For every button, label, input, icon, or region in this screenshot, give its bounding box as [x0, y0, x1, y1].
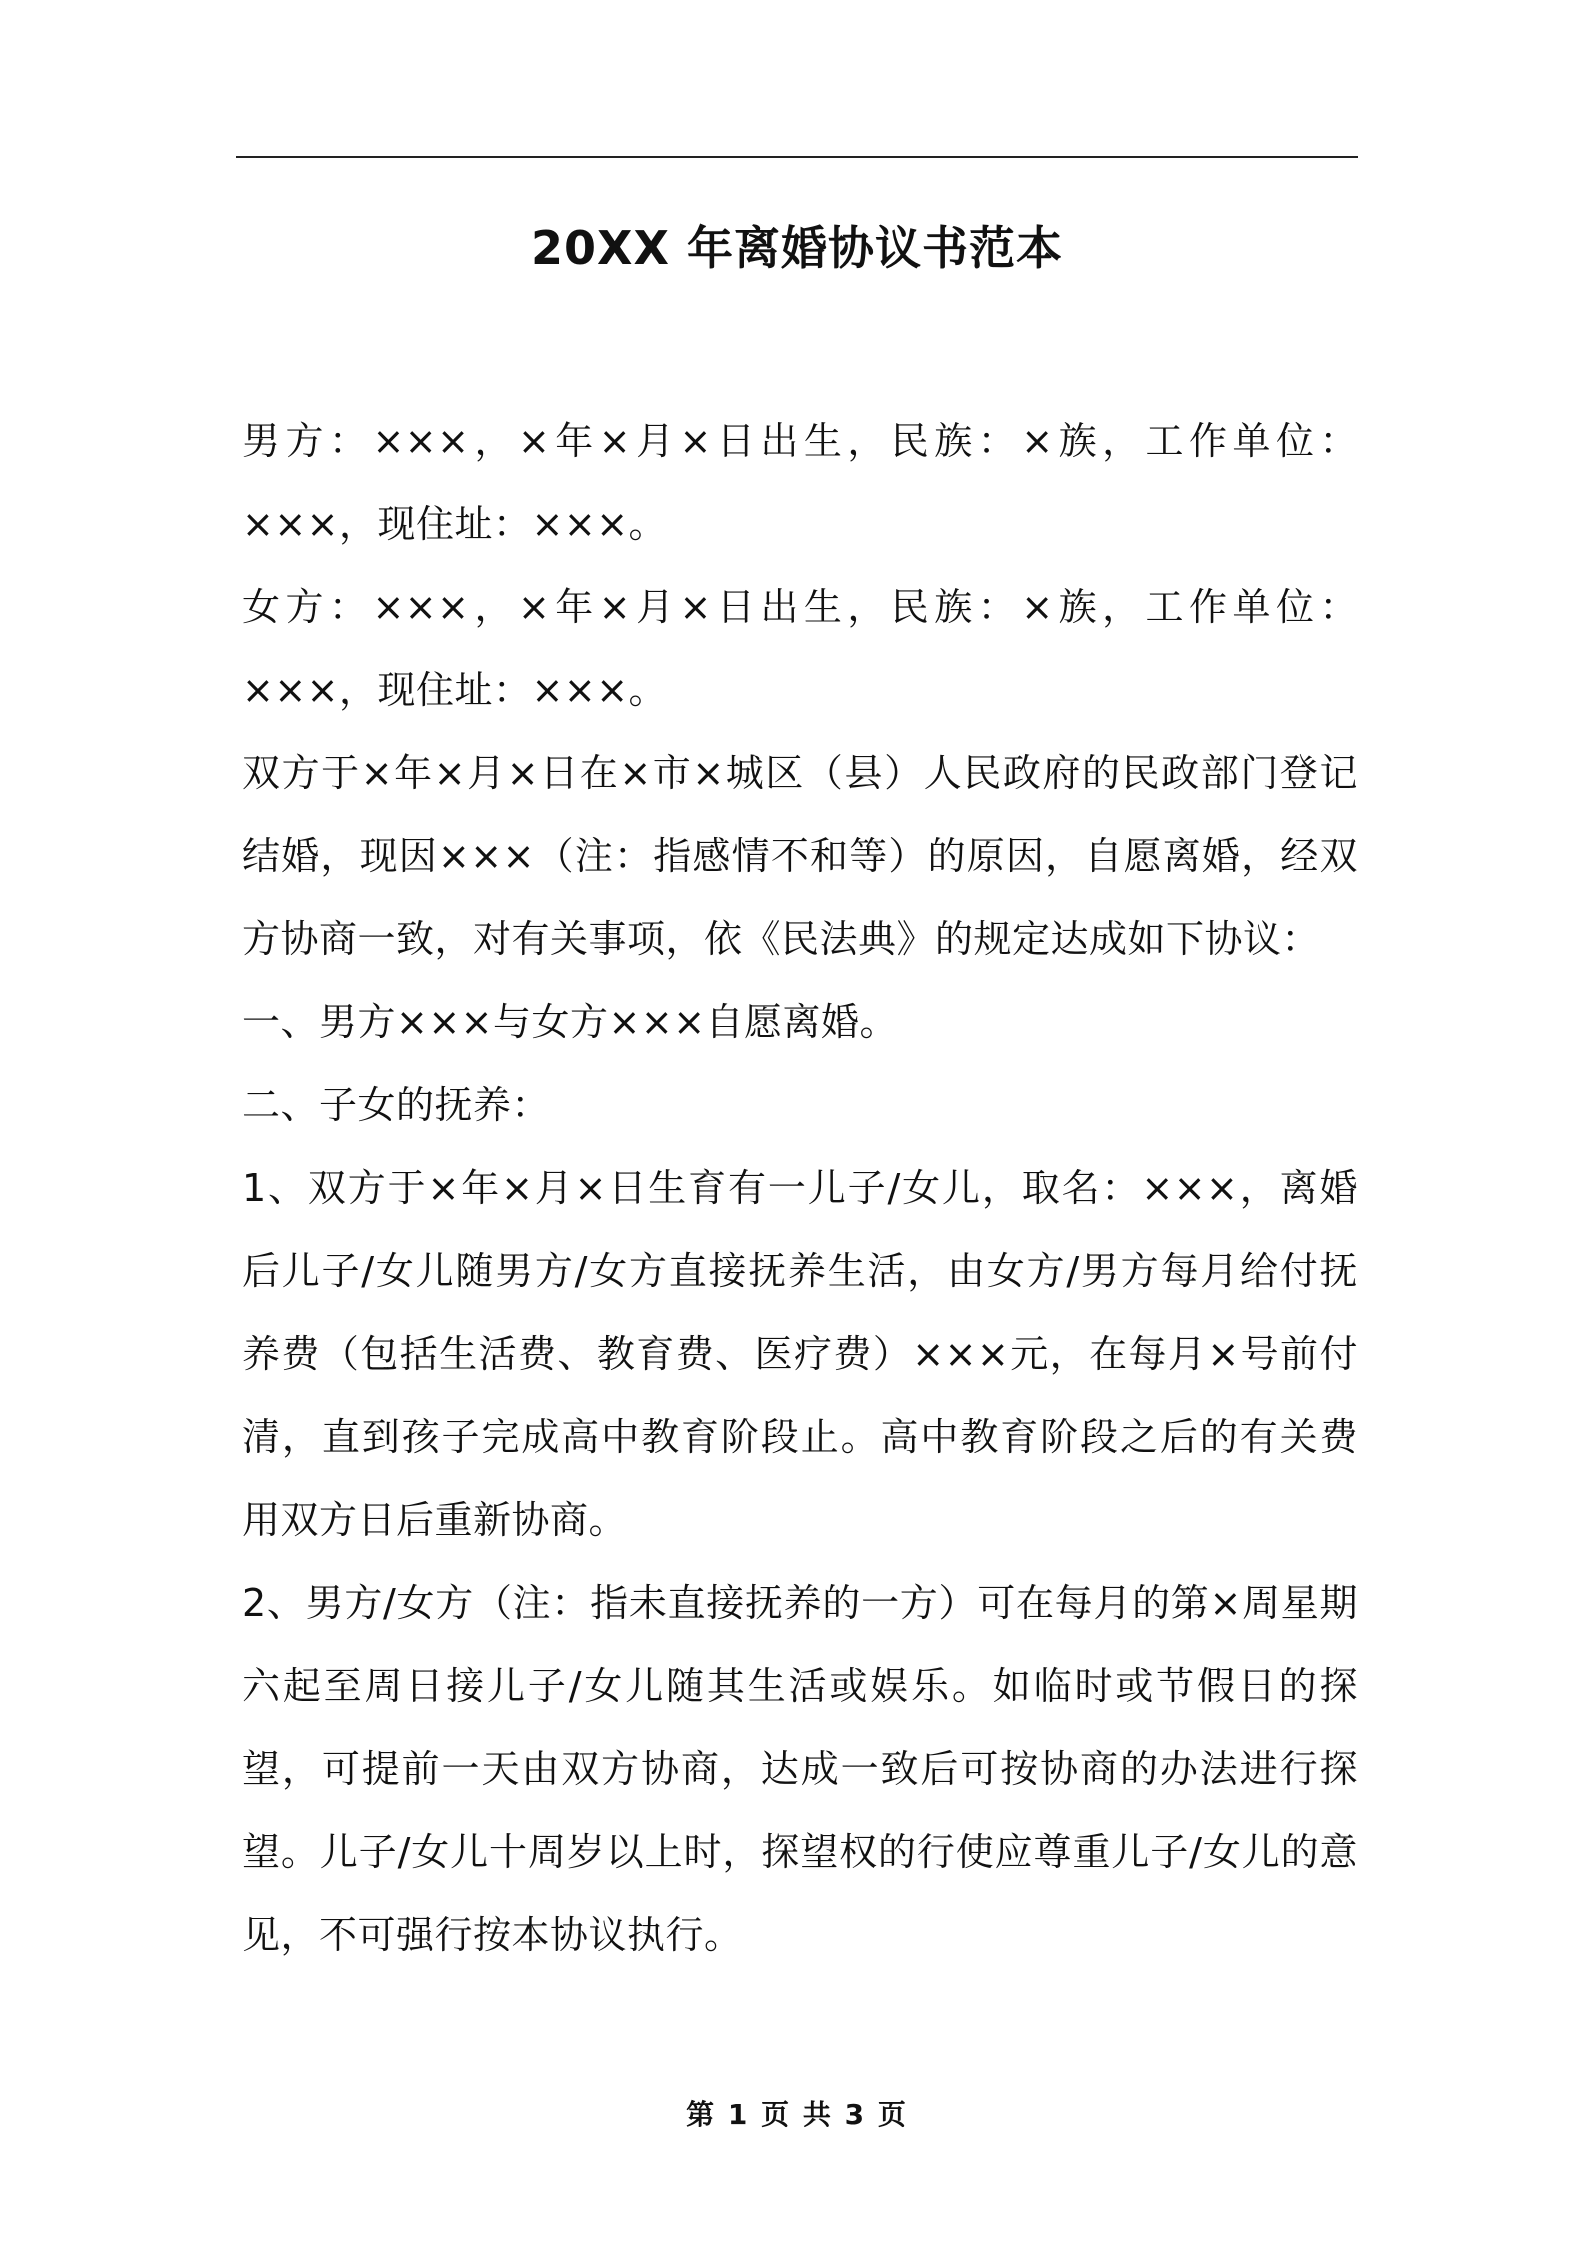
paragraph-male-party: 男方：×××，×年×月×日出生，民族：×族，工作单位：×××，现住址：×××。 [242, 419, 1358, 546]
clause-2-item-1: 1、双方于×年×月×日生育有一儿子/女儿，取名：×××，离婚后儿子/女儿随男方/女方直接抚养生活，由女方/男方每月给付抚养费（包括生活费、教育费、医疗费）×××元，在每月×号前付清，直到孩子完成高中教育阶段止。高中教育阶段之后的有关费用双方日后重新协商。 [242, 1166, 1358, 1542]
clause-2-item-2: 2、男方/女方（注：指未直接抚养的一方）可在每月的第×周星期六起至周日接儿子/女儿随其生活或娱乐。如临时或节假日的探望，可提前一天由双方协商，达成一致后可按协商的办法进行探望。儿子/女儿十周岁以上时，探望权的行使应尊重儿子/女儿的意见，不可强行按本协议执行。 [242, 1581, 1358, 1957]
header-rule [236, 156, 1358, 158]
clause-1-divorce: 一、男方×××与女方×××自愿离婚。 [242, 1000, 899, 1044]
paragraph-female-party: 女方：×××，×年×月×日出生，民族：×族，工作单位：×××，现住址：×××。 [242, 585, 1358, 712]
document-body [242, 400, 1358, 1977]
clause-2-heading: 二、子女的抚养： [242, 1083, 551, 1127]
paragraph-preamble: 双方于×年×月×日在×市×城区（县）人民政府的民政部门登记结婚，现因×××（注：指感情不和等）的原因，自愿离婚，经双方协商一致，对有关事项，依《民法典》的规定达成如下协议： [242, 751, 1358, 961]
page-number-footer: 第 1 页 共 3 页 [686, 2098, 908, 2131]
document-title: 20XX 年离婚协议书范本 [531, 221, 1063, 275]
